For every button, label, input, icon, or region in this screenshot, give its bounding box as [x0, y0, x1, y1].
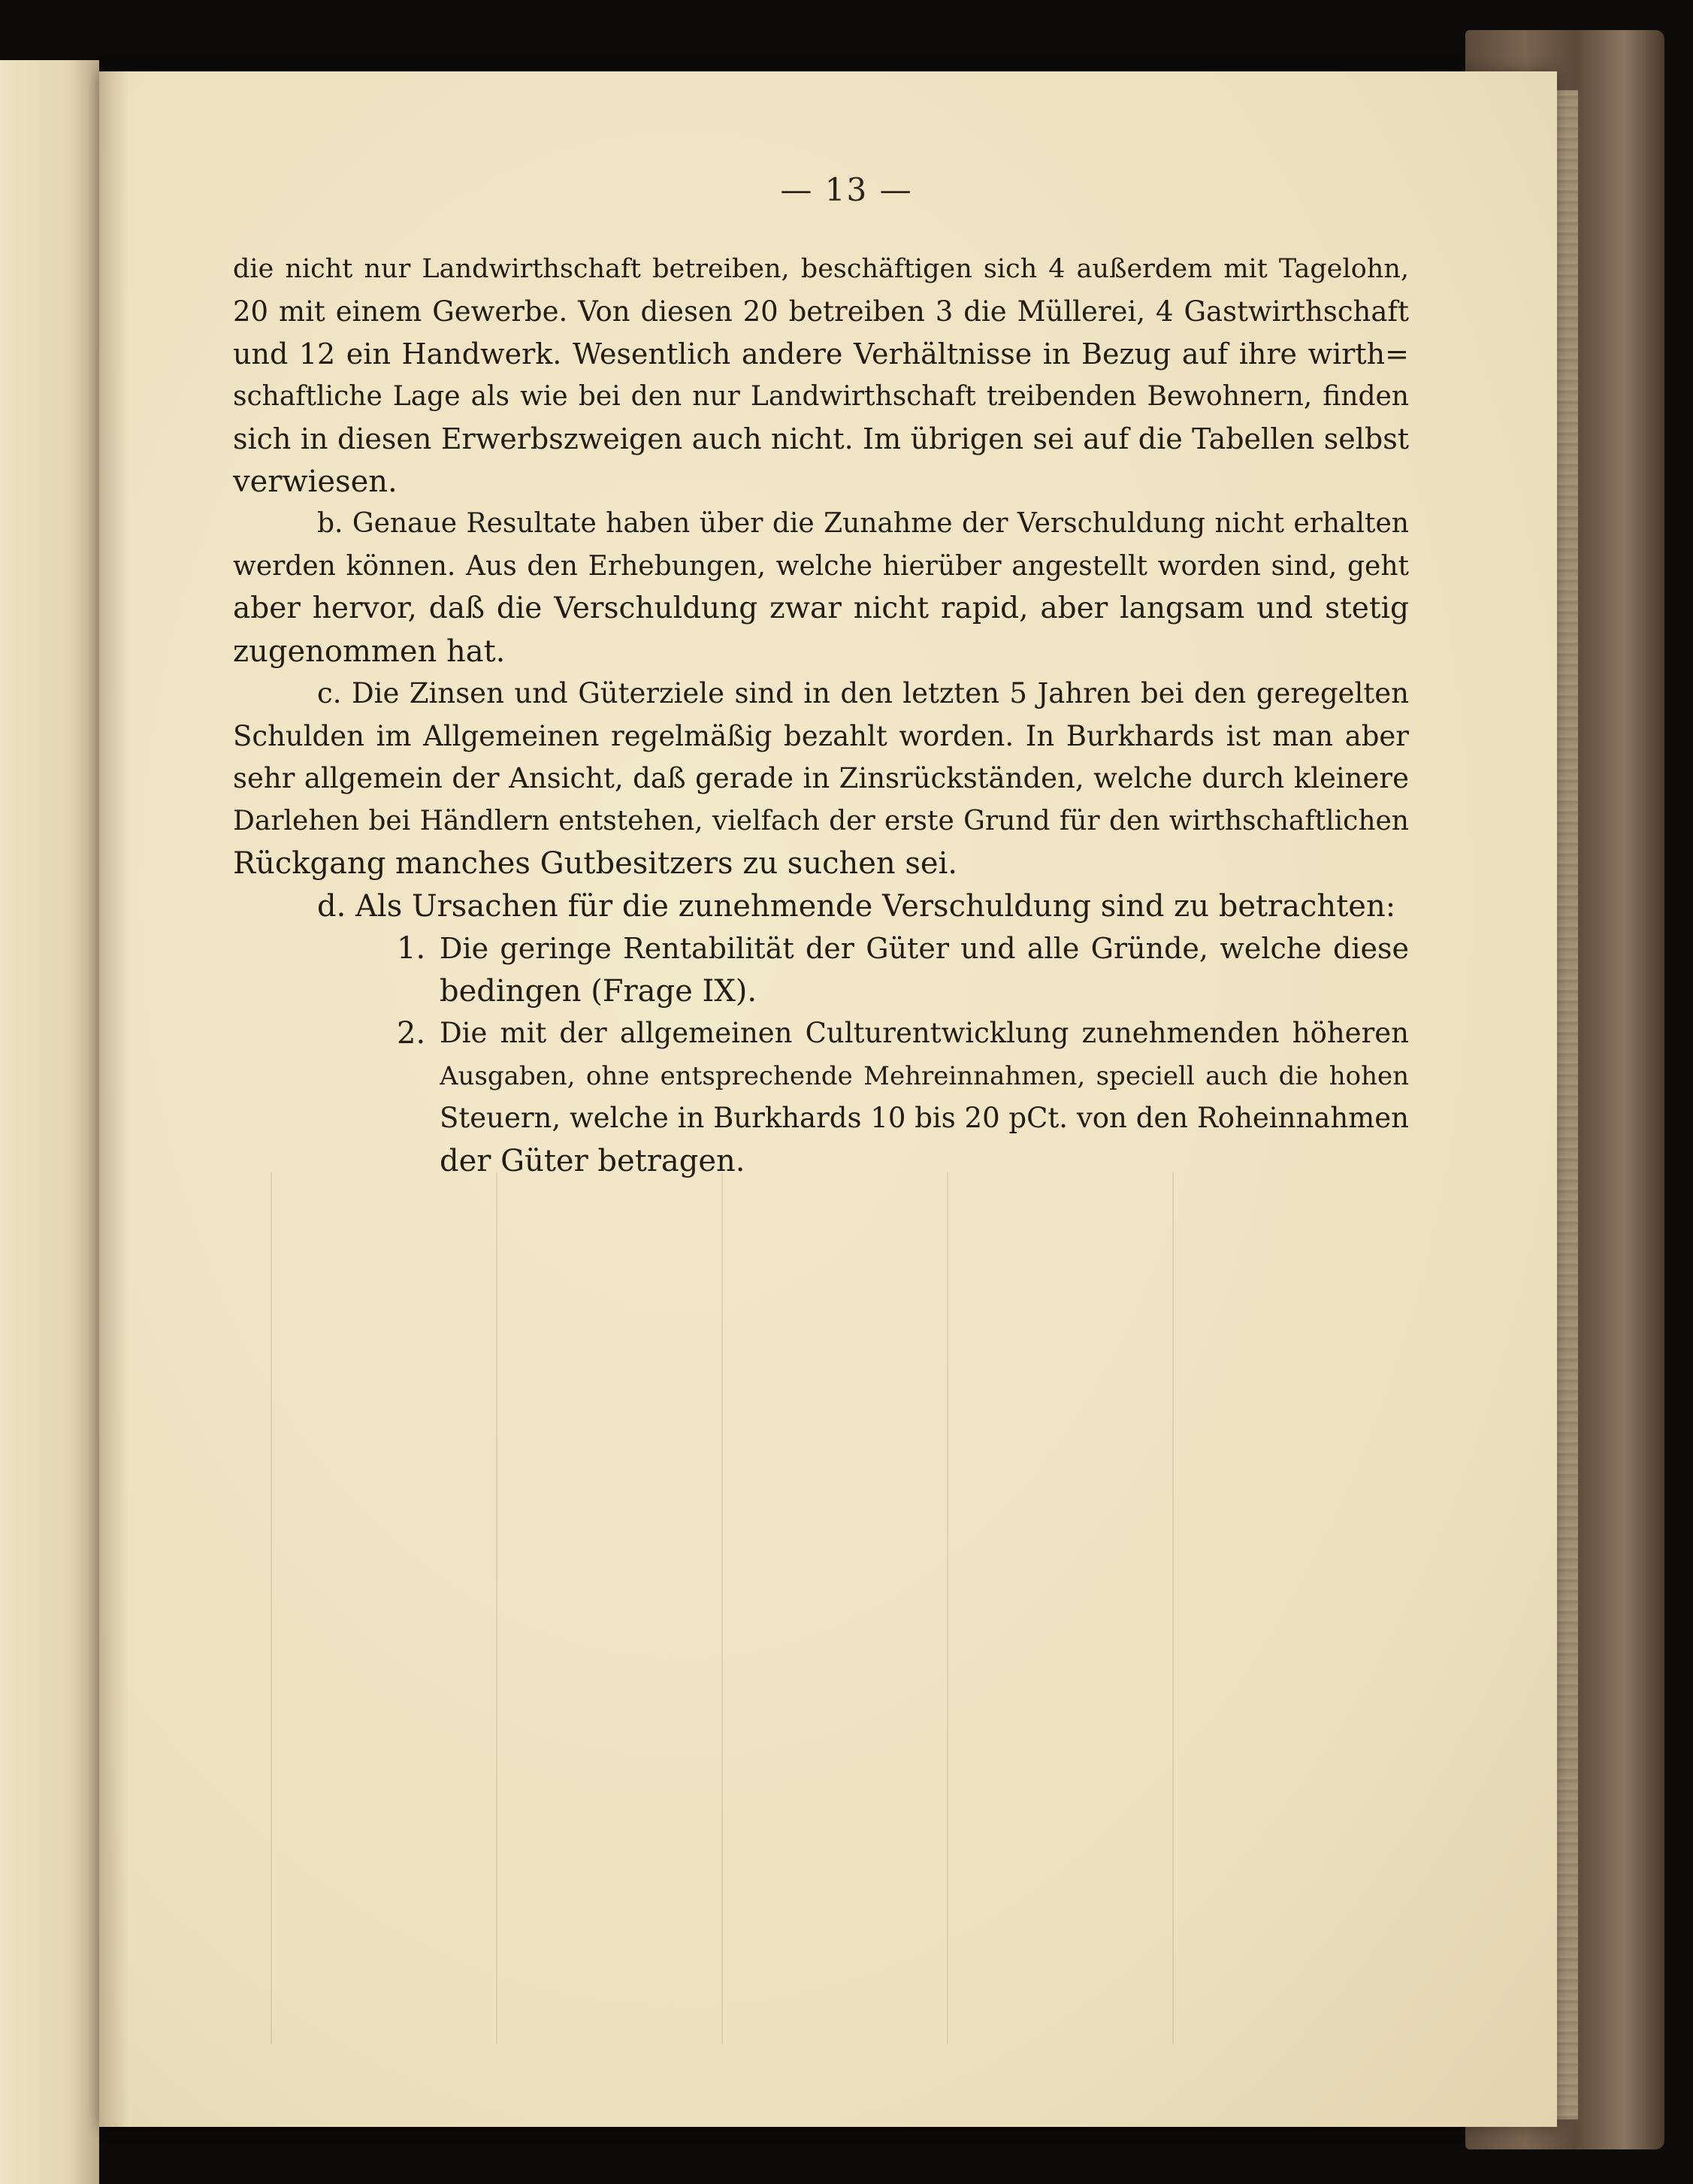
body-text: [233, 248, 1409, 1225]
text-line: aber hervor, daß die Verschuldung zwar nicht rapid, aber langsam und stetig: [233, 591, 1409, 625]
text-line: b. Genaue Resultate haben über die Zunahme der Verschuldung nicht erhalten: [317, 508, 1409, 539]
text-line: schaftliche Lage als wie bei den nur Landwirthschaft treibenden Bewohnern, finden: [233, 380, 1409, 412]
text-line: Darlehen bei Händlern entstehen, vielfach der erste Grund für den wirthschaftlichen: [233, 805, 1409, 836]
text-line: sich in diesen Erwerbszweigen auch nicht. Im übrigen sei auf die Tabellen selbst: [233, 422, 1409, 455]
list-item-line: Die geringe Rentabilität der Güter und alle Gründe, welche diese: [440, 932, 1409, 965]
text-line: die nicht nur Landwirthschaft betreiben, beschäftigen sich 4 außerdem mit Tagelohn,: [233, 254, 1409, 284]
text-line: Rückgang manches Gutbesitzers zu suchen sei.: [233, 846, 958, 881]
page-number: — 13 —: [780, 171, 913, 208]
text-line: zugenommen hat.: [233, 634, 506, 669]
show-through-table: [271, 1172, 1398, 2044]
text-line: d. Als Ursachen für die zunehmende Verschuldung sind zu betrachten:: [317, 888, 1396, 924]
list-item-line: Ausgaben, ohne entsprechende Mehreinnahmen, speciell auch die hohen: [440, 1060, 1409, 1091]
text-line: werden können. Aus den Erhebungen, welche hierüber angestellt worden sind, geht: [233, 550, 1409, 582]
text-line: 20 mit einem Gewerbe. Von diesen 20 betreiben 3 die Müllerei, 4 Gastwirthschaft: [233, 295, 1409, 328]
list-item-number: 1.: [397, 931, 426, 966]
list-item-number: 2.: [397, 1016, 426, 1051]
text-line: sehr allgemein der Ansicht, daß gerade in Zinsrückständen, welche durch kleinere: [233, 762, 1409, 794]
list-item-line: bedingen (Frage IX).: [440, 973, 757, 1009]
list-item-line: Steuern, welche in Burkhards 10 bis 20 pCt. von den Roheinnahmen: [440, 1102, 1409, 1134]
text-line: c. Die Zinsen und Güterziele sind in den letzten 5 Jahren bei den geregelten: [317, 677, 1409, 709]
page-gutter-shadow: [99, 71, 129, 2127]
text-line: verwiesen.: [233, 464, 398, 499]
list-item-line: der Güter betragen.: [440, 1143, 745, 1178]
text-line: Schulden im Allgemeinen regelmäßig bezahlt worden. In Burkhards ist man aber: [233, 719, 1409, 752]
list-item-line: Die mit der allgemeinen Culturentwicklung zunehmenden höheren: [440, 1017, 1409, 1049]
left-page-edge: [0, 60, 99, 2184]
text-line: und 12 ein Handwerk. Wesentlich andere Verhältnisse in Bezug auf ihre wirth=: [233, 337, 1409, 371]
